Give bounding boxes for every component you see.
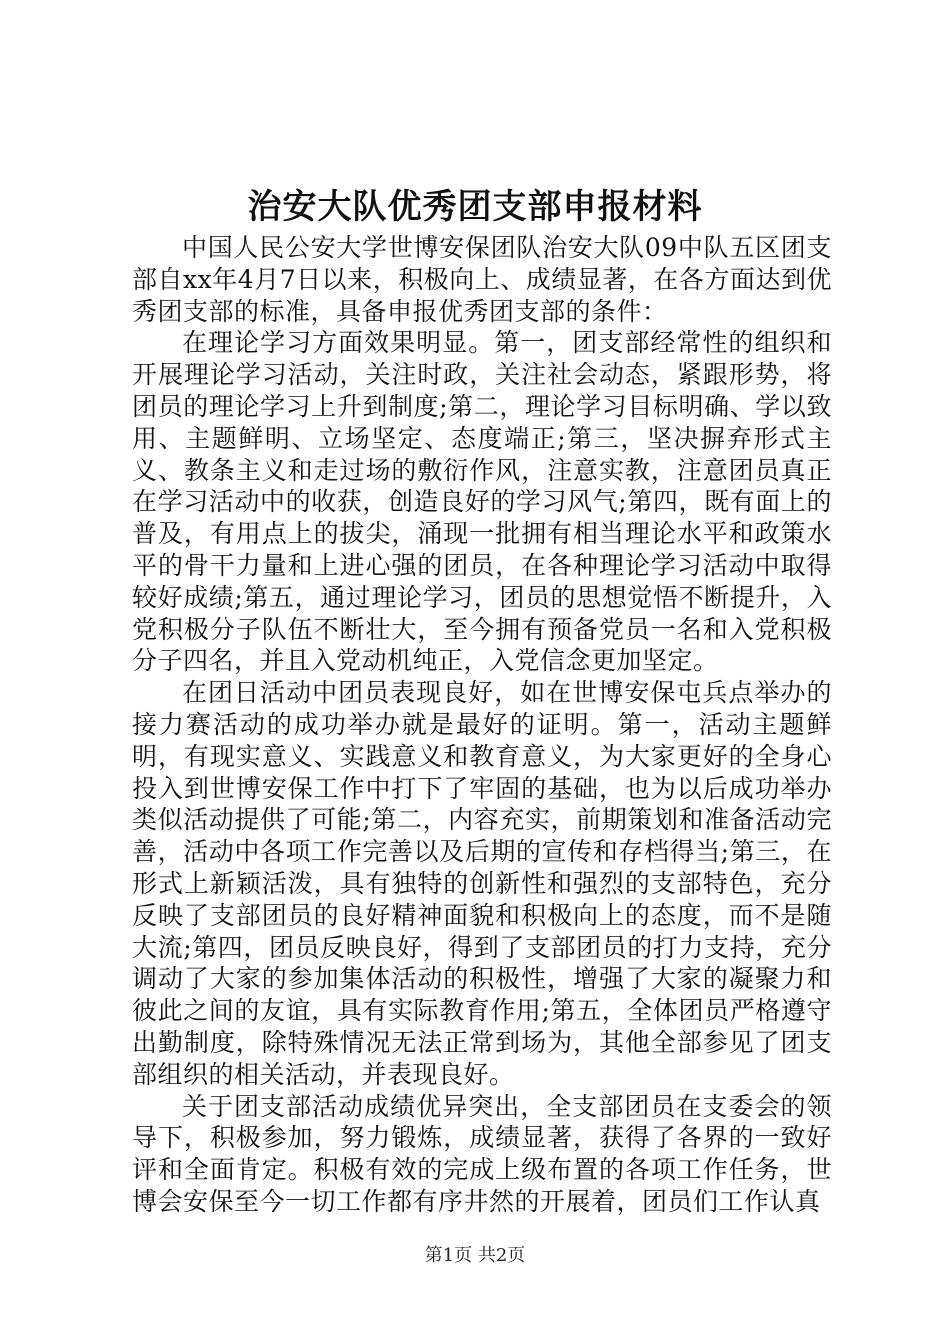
paragraph-theory-study: 在理论学习方面效果明显。第一，团支部经常性的组织和开展理论学习活动，关注时政，关注社会动态，紧跟形势，将团员的理论学习上升到制度;第二，理论学习目标明确、学以致用、主题鲜明、立场坚定、态度端正;第三，坚决摒弃形式主义、教条主义和走过场的敷衍作风，注意实教，注意团员真正在学习活动中的收获，创造良好的学习风气;第四，既有面上的普及，有用点上的拔尖，涌现一批拥有相当理论水平和政策水平的骨干力量和上进心强的团员，在各种理论学习活动中取得较好成绩;第五，通过理论学习，团员的思想觉悟不断提升，入党积极分子队伍不断壮大，至今拥有预备党员一名和入党积极分子四名，并且入党动机纯正，入党信念更加坚定。 [132, 328, 832, 676]
paragraph-league-day-activities: 在团日活动中团员表现良好，如在世博安保屯兵点举办的接力赛活动的成功举办就是最好的证明。第一，活动主题鲜明，有现实意义、实践意义和教育意义，为大家更好的全身心投入到世博安保工作中打下了牢固的基础，也为以后成功举办类似活动提供了可能;第二，内容充实，前期策划和准备活动完善，活动中各项工作完善以及后期的宣传和存档得当;第三，在形式上新颖活泼，具有独特的创新性和强烈的支部特色，充分反映了支部团员的良好精神面貌和积极向上的态度，而不是随大流;第四，团员反映良好，得到了支部团员的打力支持，充分调动了大家的参加集体活动的积极性，增强了大家的凝聚力和彼此之间的友谊，具有实际教育作用;第五，全体团员严格遵守出勤制度，除特殊情况无法正常到场为，其他全部参见了团支部组织的相关活动，并表现良好。 [132, 678, 832, 1089]
document-body [132, 232, 832, 1218]
paragraph-intro: 中国人民公安大学世博安保团队治安大队09中队五区团支部自xx年4月7日以来，积极向上、成绩显著，在各方面达到优秀团支部的标准，具备申报优秀团支部的条件： [132, 233, 832, 326]
page-number-footer: 第1页 共2页 [424, 1245, 526, 1266]
document-title: 治安大队优秀团支部申报材料 [247, 187, 703, 227]
paragraph-achievements: 关于团支部活动成绩优异突出，全支部团员在支委会的领导下，积极参加，努力锻炼，成绩显著，获得了各界的一致好评和全面肯定。积极有效的完成上级布置的各项工作任务，世博会安保至今一切工作都有序井然的开展着，团员们工作认真 [132, 1091, 832, 1216]
